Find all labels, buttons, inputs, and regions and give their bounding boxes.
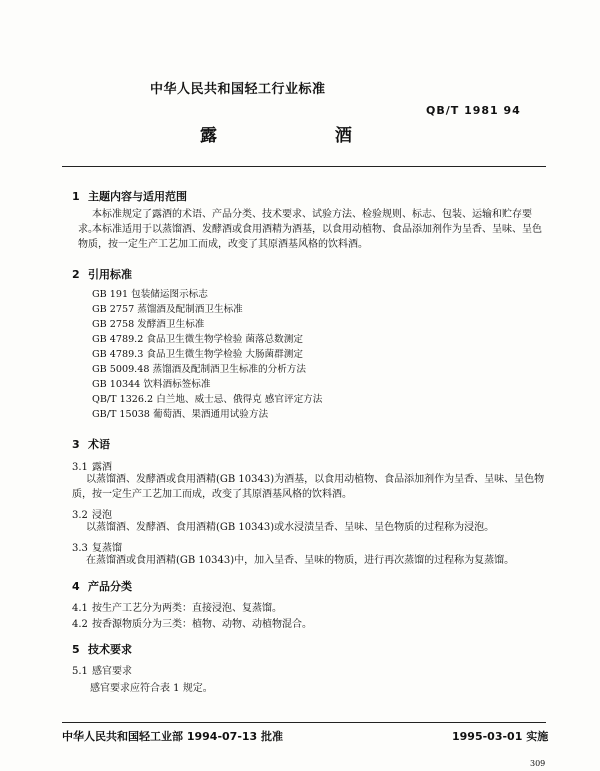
term-number: 3.1 xyxy=(72,462,88,473)
reference-item: GB 2758 发酵酒卫生标准 xyxy=(92,319,205,330)
term-title: 浸泡 xyxy=(92,510,112,521)
reference-item: GB/T 15038 葡萄酒、果酒通用试验方法 xyxy=(92,409,269,420)
term-3-3-definition: 在蒸馏酒或食用酒精(GB 10343)中，加入呈香、呈味的物质，进行再次蒸馏的过程称为复蒸馏。 xyxy=(86,555,515,566)
document-title: 露 酒 xyxy=(200,126,408,146)
classification-item-4-1 xyxy=(72,599,282,614)
item-title: 感官要求 xyxy=(92,666,132,677)
approval-line: 中华人民共和国轻工业部 1994-07-13 批准 xyxy=(62,730,284,743)
term-3-3 xyxy=(72,539,122,554)
section-5-heading xyxy=(72,641,132,657)
reference-item: GB 2757 蒸馏酒及配制酒卫生标准 xyxy=(92,304,243,315)
term-title: 露酒 xyxy=(92,462,112,473)
item-text: 按香源物质分为三类：植物、动物、动植物混合。 xyxy=(92,619,312,630)
requirement-5-1 xyxy=(72,662,132,677)
section-number: 4 xyxy=(72,580,80,593)
section-title: 技术要求 xyxy=(88,643,132,656)
footer-divider xyxy=(62,722,546,723)
implementation-date: 1995-03-01 实施 xyxy=(452,730,549,743)
requirement-5-1-text: 感官要求应符合表 1 规定。 xyxy=(90,683,213,694)
section-number: 3 xyxy=(72,438,80,451)
item-text: 按生产工艺分为两类：直接浸泡、复蒸馏。 xyxy=(92,603,282,614)
term-number: 3.2 xyxy=(72,510,88,521)
section-title: 术语 xyxy=(88,438,110,451)
section-1-paragraph-2: 本标准适用于以蒸馏酒、发酵酒或食用酒精为酒基，以食用动植物、食品添加剂作为呈香、呈味、呈色物质，按一定生产工艺加工而成，改变了其原酒基风格的饮料酒。 xyxy=(78,224,542,250)
issuer-title: 中华人民共和国轻工行业标准 xyxy=(150,82,326,97)
section-title: 引用标准 xyxy=(88,268,132,281)
reference-item: GB 191 包装储运图示标志 xyxy=(92,289,208,300)
term-number: 3.3 xyxy=(72,543,88,554)
section-3-heading xyxy=(72,436,110,452)
header-divider xyxy=(62,166,546,167)
item-number: 4.1 xyxy=(72,603,88,614)
term-3-1 xyxy=(72,458,112,473)
term-title: 复蒸馏 xyxy=(92,543,122,554)
section-1-paragraph-1: 本标准规定了露酒的术语、产品分类、技术要求、试验方法、检验规则、标志、包装、运输和贮存要求。 xyxy=(78,209,532,235)
reference-item: GB 4789.3 食品卫生微生物学检验 大肠菌群测定 xyxy=(92,349,303,360)
section-2-heading xyxy=(72,266,132,282)
page-number: 309 xyxy=(530,759,546,768)
section-1-heading xyxy=(72,188,187,204)
reference-item: GB 4789.2 食品卫生微生物学检验 菌落总数测定 xyxy=(92,334,303,345)
section-number: 2 xyxy=(72,268,80,281)
section-title: 主题内容与适用范围 xyxy=(88,190,187,203)
classification-item-4-2 xyxy=(72,615,312,630)
section-number: 5 xyxy=(72,643,80,656)
term-3-1-definition: 以蒸馏酒、发酵酒或食用酒精(GB 10343)为酒基，以食用动植物、食品添加剂作为呈香、呈味、呈色物质，按一定生产工艺加工而成，改变了其原酒基风格的饮料酒。 xyxy=(72,474,545,500)
item-number: 4.2 xyxy=(72,619,88,630)
section-number: 1 xyxy=(72,190,80,203)
reference-item: GB 10344 饮料酒标签标准 xyxy=(92,379,211,390)
section-4-heading xyxy=(72,578,132,594)
reference-item: QB/T 1326.2 白兰地、威士忌、俄得克 感官评定方法 xyxy=(92,394,323,405)
item-number: 5.1 xyxy=(72,666,88,677)
section-title: 产品分类 xyxy=(88,580,132,593)
reference-item: GB 5009.48 蒸馏酒及配制酒卫生标准的分析方法 xyxy=(92,364,306,375)
term-3-2-definition: 以蒸馏酒、发酵酒、食用酒精(GB 10343)或水浸渍呈香、呈味、呈色物质的过程称为浸泡。 xyxy=(86,522,495,533)
standard-number: QB/T 1981 94 xyxy=(426,104,521,117)
term-3-2 xyxy=(72,506,112,521)
